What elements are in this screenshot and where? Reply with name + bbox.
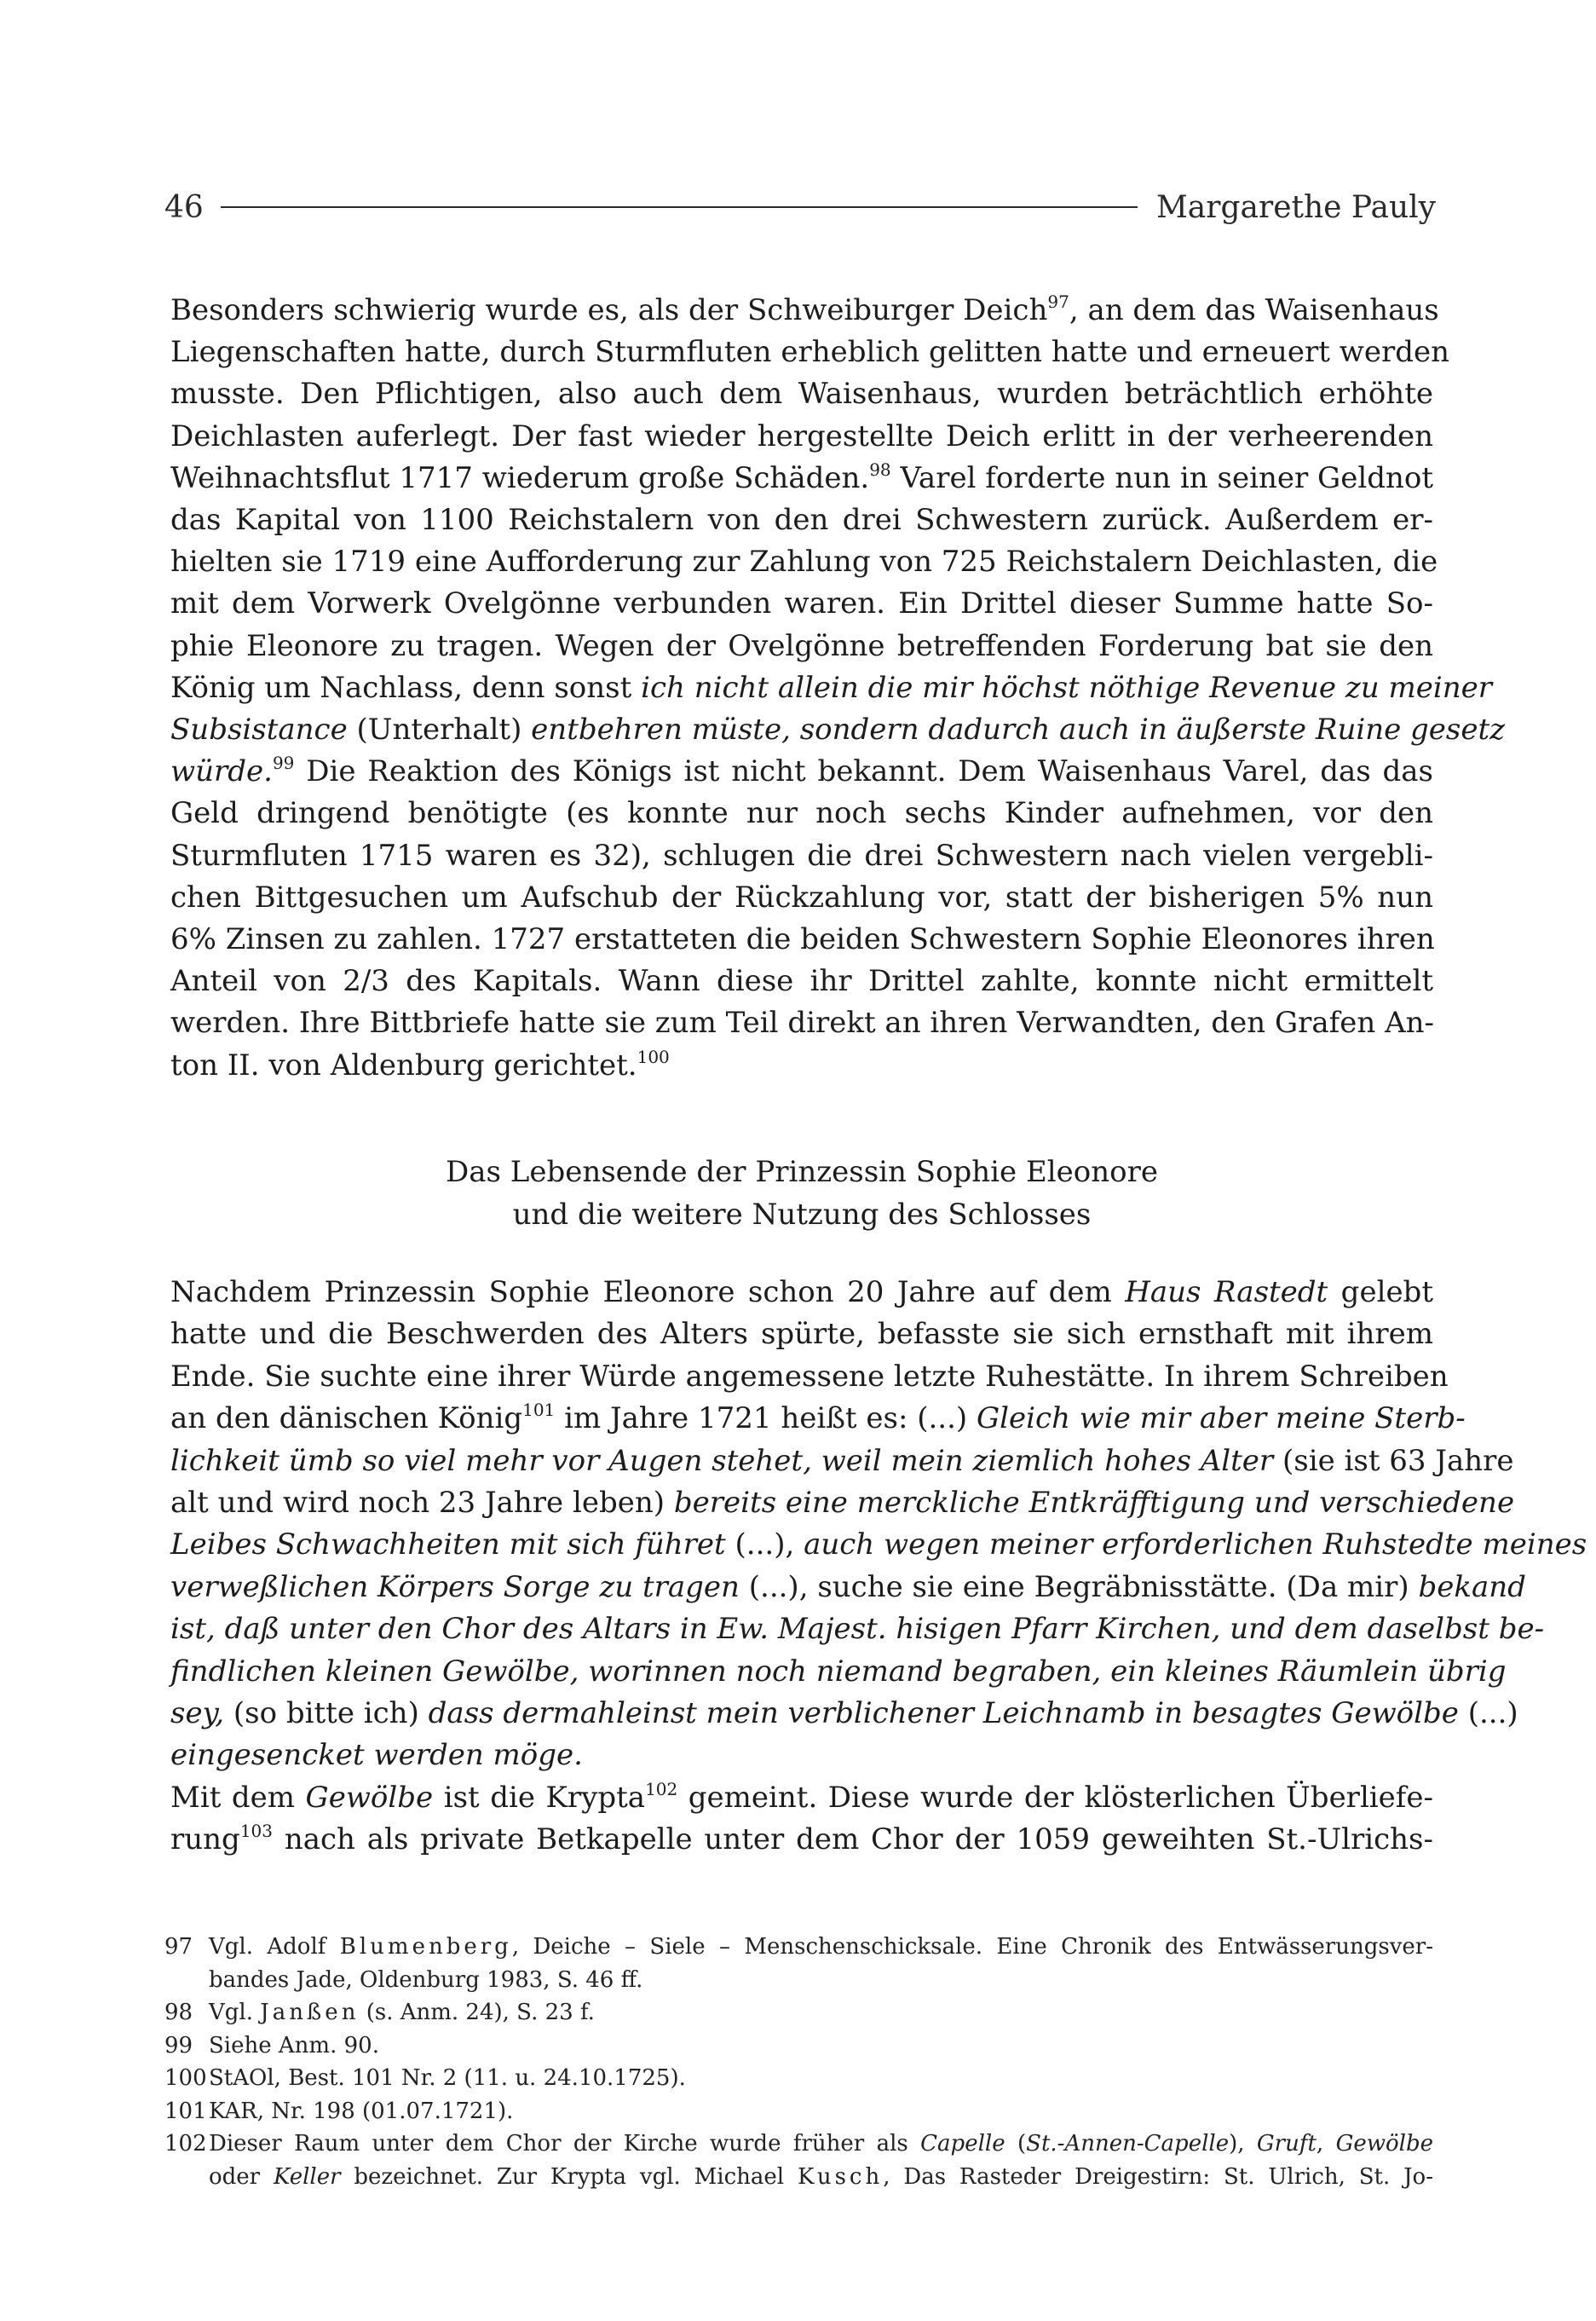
text-line: findlichen kleinen Gewölbe, worinnen noch niemand begraben, ein kleines Räumlein übrig (170, 1654, 1507, 1689)
section-heading (170, 1151, 1433, 1236)
text-line: eingesencket werden möge. (170, 1738, 583, 1773)
footnote-text: Siehe Anm. 90. (209, 2032, 379, 2058)
text-line: Leibes Schwachheiten mit sich führet (...), auch wegen meiner erforderlichen Ruhstedte meines (170, 1527, 1587, 1562)
text-line: hatte und die Beschwerden des Alters spürte, befasste sie sich ernsthaft mit ihrem (170, 1317, 1433, 1352)
text-line: Mit dem Gewölbe ist die Krypta$^{102}$ gemeint. Diese wurde der klösterlichen Überliefe- (170, 1778, 1434, 1815)
footnote-97 (164, 1931, 1433, 1996)
section-heading-line-2: und die weitere Nutzung des Schlosses (512, 1198, 1092, 1232)
page-number: 46 (164, 189, 204, 225)
section-heading-line-1: Das Lebensende der Prinzessin Sophie Eleonore (445, 1155, 1159, 1189)
text-line: mit dem Vorwerk Ovelgönne verbunden waren. Ein Drittel dieser Summe hatte So- (170, 586, 1433, 621)
footnote-number: 101 (164, 2098, 207, 2124)
footnote-number: 97 (164, 1934, 193, 1960)
text-line: Sturmfluten 1715 waren es 32), schlugen die drei Schwestern nach vielen vergebli- (170, 838, 1433, 873)
text-line: chen Bittgesuchen um Aufschub der Rückzahlung vor, statt der bisherigen 5% nun (170, 880, 1433, 915)
paragraph-end-of-life (170, 1272, 1587, 1862)
footnote-ref-100: 100 (637, 1046, 670, 1067)
text-line: 6% Zinsen zu zahlen. 1727 erstatteten die beiden Schwestern Sophie Eleonores ihren (170, 922, 1435, 957)
running-head-author: Margarethe Pauly (1155, 189, 1436, 225)
text-line: würde.$^{99}$ Die Reaktion des Königs ist nicht bekannt. Dem Waisenhaus Varel, das das (170, 753, 1433, 789)
footnote-ref-101: 101 (522, 1400, 556, 1421)
text-line: alt und wird noch 23 Jahre leben) bereits eine merckliche Entkräfftigung und verschiedene (170, 1486, 1515, 1521)
footnote-number: 98 (164, 2000, 193, 2025)
text-line: hielten sie 1719 eine Aufforderung zur Zahlung von 725 Reichstalern Deichlasten, die (170, 545, 1438, 580)
footnote-number: 102 (164, 2131, 207, 2156)
footnotes (164, 1931, 1433, 2193)
text-line: Liegenschaften hatte, durch Sturmfluten erheblich gelitten hatte und erneuert werden (170, 335, 1450, 370)
footnote-text: Dieser Raum unter dem Chor der Kirche wurde früher als Capelle (St.-Annen-Capelle), Gruft, Gewölbe oder Keller bezeichnet. Zur Krypta vgl. Michael Kusch, Das Rasteder Dreigestirn: St. Ulrich, St. Jo- (209, 2131, 1433, 2190)
text-line: König um Nachlass, denn sonst ich nicht allein die mir höchst nöthige Revenue zu meiner (170, 670, 1492, 705)
text-line: musste. Den Pflichtigen, also auch dem Waisenhaus, wurden beträchtlich erhöhte (170, 377, 1433, 412)
text-line: werden. Ihre Bittbriefe hatte sie zum Teil direkt an ihren Verwandten, den Grafen An- (170, 1006, 1435, 1041)
paragraph-orphanage-debts (170, 290, 1506, 1087)
text-line: sey, (so bitte ich) dass dermahleinst mein verblichener Leichnamb in besagtes Gewölbe (...) (170, 1696, 1518, 1731)
footnote-number: 99 (164, 2032, 193, 2058)
text-line: lichkeit ümb so viel mehr vor Augen stehet, weil mein ziemlich hohes Alter (sie ist 63 Jahre (170, 1443, 1514, 1478)
text-line: das Kapital von 1100 Reichstalern von den drei Schwestern zurück. Außerdem er- (170, 503, 1433, 538)
footnote-99 (164, 2029, 1433, 2063)
text-line: verweßlichen Körpers Sorge zu tragen (...), suche sie eine Begräbnisstätte. (Da mir) bekand (170, 1569, 1526, 1604)
footnote-101 (164, 2095, 1433, 2128)
text-line: Geld dringend benötigte (es konnte nur noch sechs Kinder aufnehmen, vor den (170, 796, 1433, 831)
footnote-102 (164, 2128, 1433, 2193)
text-line: ton II. von Aldenburg gerichtet.$^{100}$ (170, 1046, 670, 1083)
text-line: rung$^{103}$ nach als private Betkapelle unter dem Chor der 1059 geweihten St.-Ulrichs- (170, 1821, 1433, 1857)
text-line: Weihnachtsflut 1717 wiederum große Schäden.$^{98}$ Varel forderte nun in seiner Geldnot (170, 459, 1433, 495)
footnote-text: StAOl, Best. 101 Nr. 2 (11. u. 24.10.1725). (209, 2065, 686, 2091)
running-head (164, 186, 1436, 228)
text-line: Ende. Sie suchte eine ihrer Würde angemessene letzte Ruhestätte. In ihrem Schreiben (170, 1359, 1449, 1394)
header-rule (221, 206, 1138, 208)
text-line: Deichlasten auferlegt. Der fast wieder hergestellte Deich erlitt in der verheerenden (170, 419, 1433, 453)
footnote-ref-97: 97 (1047, 292, 1069, 312)
footnote-ref-102: 102 (645, 1778, 678, 1799)
text-line: an den dänischen König$^{101}$ im Jahre 1721 heißt es: (...) Gleich wie mir aber meine Sterb- (170, 1400, 1466, 1436)
text-line: ist, daß unter den Chor des Altars in Ew. Majest. hisigen Pfarr Kirchen, und dem daselbst be- (170, 1612, 1545, 1647)
text-line: Besonders schwierig wurde es, als der Schweiburger Deich$^{97}$, an dem das Waisenhaus (170, 292, 1439, 327)
footnote-98 (164, 1996, 1433, 2029)
footnote-text: Vgl. Janßen (s. Anm. 24), S. 23 f. (209, 2000, 595, 2025)
footnote-text: Vgl. Adolf Blumenberg, Deiche – Siele – Menschenschicksale. Eine Chronik des Entwässerungsver- bandes Jade, Oldenburg 1983, S. 46 ff. (209, 1934, 1433, 1993)
text-line: Nachdem Prinzessin Sophie Eleonore schon 20 Jahre auf dem Haus Rastedt gelebt (170, 1275, 1433, 1309)
footnote-text: KAR, Nr. 198 (01.07.1721). (209, 2098, 514, 2124)
footnote-100 (164, 2062, 1433, 2095)
footnote-number: 100 (164, 2065, 207, 2091)
text-line: Subsistance (Unterhalt) entbehren müste, sondern dadurch auch in äußerste Ruine gesetz (170, 713, 1506, 748)
footnote-ref-98: 98 (869, 459, 891, 480)
text-line: phie Eleonore zu tragen. Wegen der Ovelgönne betreffenden Forderung bat sie den (170, 628, 1433, 663)
footnote-ref-103: 103 (239, 1821, 273, 1842)
footnote-ref-99: 99 (272, 753, 295, 774)
text-line: Anteil von 2/3 des Kapitals. Wann diese ihr Drittel zahlte, konnte nicht ermittelt (170, 964, 1433, 999)
